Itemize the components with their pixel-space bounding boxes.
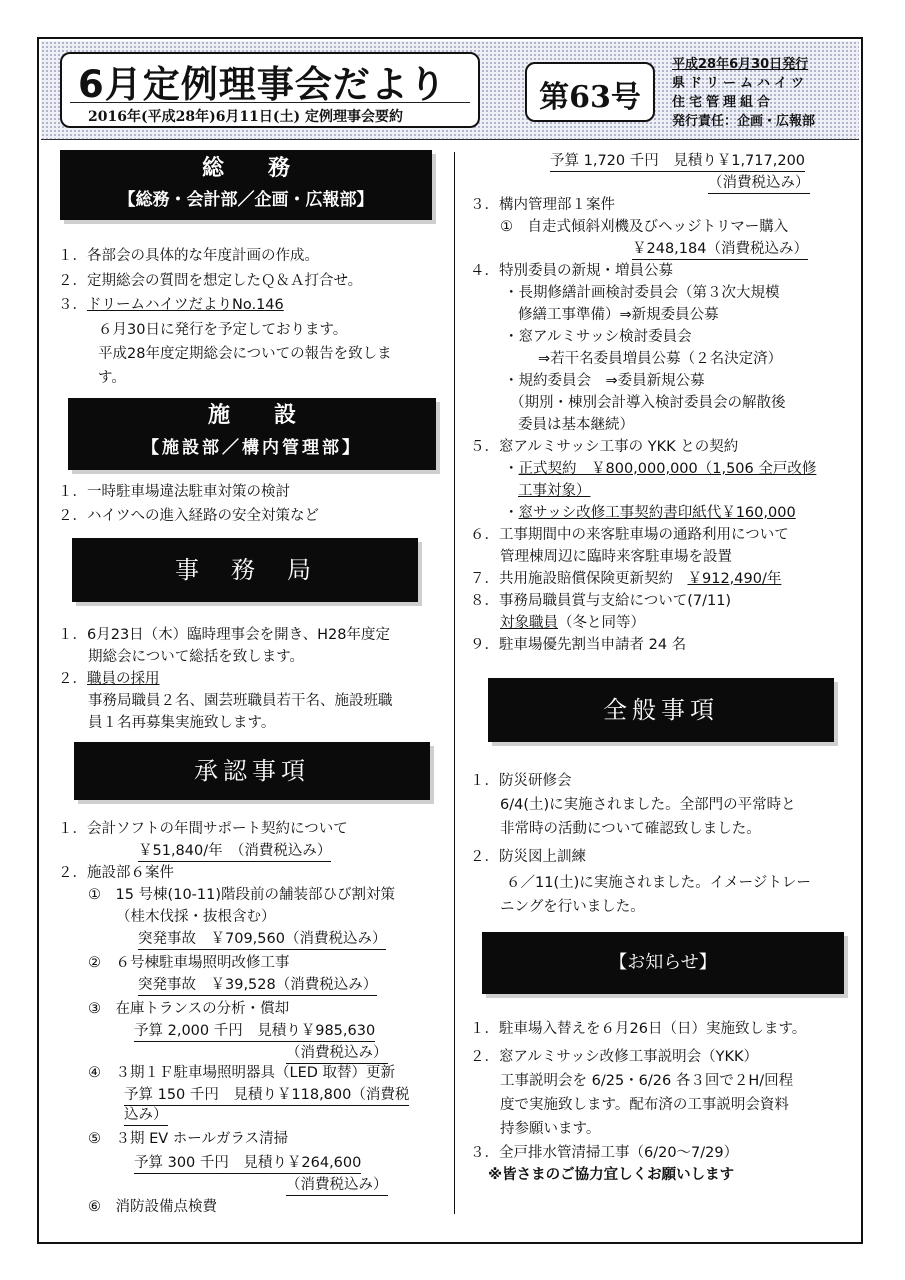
list-item: ６．工事期間中の来客駐車場の通路利用について	[470, 527, 789, 543]
list-item: ① 15 号棟(10-11)階段前の舗装部ひび割対策	[88, 887, 396, 903]
list-item: 6/4(土)に実施されました。全部門の平常時と	[500, 797, 796, 813]
list-item: ２．施設部６案件	[58, 865, 174, 881]
list-item: １．6月23日（木）臨時理事会を開き、H28年度定	[58, 627, 390, 643]
list-item: ２．窓アルミサッシ改修工事説明会（YKK）	[470, 1049, 759, 1065]
list-item	[134, 1152, 361, 1174]
publish-date: 平成28年6月30日発行	[672, 57, 809, 72]
item-number: ３．	[58, 297, 87, 313]
list-item: （桂木伐採・抜根含む）	[116, 909, 276, 925]
list-item: １．会計ソフトの年間サポート契約について	[58, 821, 348, 837]
list-item: ３．構内管理部１案件	[470, 197, 615, 213]
list-item: す。	[98, 370, 126, 386]
target-staff: 対象職員	[500, 615, 558, 631]
editor-line: 発行責任：企画・広報部	[672, 114, 816, 129]
issue-number: 第63号	[539, 80, 641, 115]
list-item	[708, 172, 810, 194]
list-item	[124, 1104, 168, 1126]
list-item: １．各部会の具体的な年度計画の作成。	[58, 248, 319, 264]
list-item: ２．ハイツへの進入経路の安全対策など	[58, 508, 319, 524]
list-item	[632, 238, 808, 260]
org-name-1: 県ドリームハイツ	[672, 76, 809, 91]
amount: 突発事故 ￥709,560（消費税込み）	[138, 930, 386, 950]
list-item	[500, 612, 645, 634]
amount: ￥51,840/年 （消費税込み）	[138, 842, 331, 862]
list-item	[504, 458, 816, 480]
list-item	[58, 668, 160, 690]
shounin-banner	[74, 742, 430, 800]
item-text: ７．共用施設賠償保険更新契約	[470, 571, 688, 587]
item-number: ２．	[58, 671, 87, 687]
list-item: ニングを行いました。	[500, 899, 645, 915]
page-subtitle: 2016年(平成28年)6月11日(土) 定例理事会要約	[88, 109, 404, 125]
publisher-block	[672, 55, 847, 131]
jimukyoku-banner	[72, 538, 418, 602]
list-item	[58, 294, 284, 316]
soumu-heading: 総 務	[201, 156, 290, 181]
stamp-duty: 窓サッシ改修工事契約書印紙代￥160,000	[518, 505, 796, 521]
list-item: ４．特別委員の新規・増員公募	[470, 263, 673, 279]
item-text: （冬と同等）	[558, 615, 645, 631]
closing-note: ※皆さまのご協力宜しくお願いします	[488, 1167, 735, 1183]
list-item: １．一時駐車場違法駐車対策の検討	[58, 484, 290, 500]
list-item	[138, 974, 377, 996]
list-item: ２．定期総会の質問を想定したＱ＆Ａ打合せ。	[58, 273, 363, 289]
list-item: 工事説明会を 6/25・6/26 各３回で２H/回程	[500, 1073, 794, 1089]
list-item: 管理棟周辺に臨時来客駐車場を設置	[500, 549, 732, 565]
contract-amount: 正式契約 ￥800,000,000（1,506 全戸改修	[518, 461, 817, 477]
list-item: ・長期修繕計画検討委員会（第３次大規模	[504, 285, 780, 301]
list-item	[138, 928, 386, 950]
list-item	[504, 502, 796, 524]
list-item: ② ６号棟駐車場照明改修工事	[88, 955, 290, 971]
list-item: 非常時の活動について確認致しました。	[500, 821, 761, 837]
shisetsu-heading: 施 設	[207, 403, 296, 428]
list-item	[518, 480, 591, 502]
list-item: ８．事務局職員賞与支給について(7/11)	[470, 593, 732, 609]
amount: ￥248,184（消費税込み）	[632, 240, 808, 260]
amount: （消費税込み）	[708, 174, 810, 194]
amount: 予算 300 千円 見積り￥264,600	[134, 1154, 361, 1174]
list-item: ④ ３期１Ｆ駐車場照明器具（LED 取替）更新	[88, 1065, 396, 1081]
shisetsu-banner	[68, 398, 436, 470]
amount: 予算 2,000 千円 見積り￥985,630	[134, 1022, 375, 1042]
soumu-banner	[60, 150, 432, 220]
list-item: 事務局職員２名、園芸班職員若干名、施設班職	[88, 693, 393, 709]
zenpan-banner	[488, 678, 834, 742]
list-item: ③ 在庫トランスの分析・償却	[88, 1001, 290, 1017]
list-item	[286, 1174, 388, 1196]
title-rule	[70, 102, 470, 103]
bullet: ・	[504, 461, 519, 477]
jimukyoku-heading: 事 務 局	[175, 556, 315, 584]
bullet: ・	[504, 505, 519, 521]
list-item: ６月30日に発行を予定しております。	[98, 322, 348, 338]
list-item: ６／11(土)に実施されました。イメージトレー	[506, 875, 811, 891]
soumu-subheading: 【総務・会計部／企画・広報部】	[118, 190, 374, 210]
shounin-heading: 承認事項	[194, 757, 310, 785]
amount: 込み）	[124, 1106, 168, 1126]
list-item: ⑤ ３期 EV ホールガラス清掃	[88, 1131, 289, 1147]
list-item: １．駐車場入替えを６月26日（日）実施致します。	[470, 1021, 807, 1037]
contract-scope: 工事対象）	[518, 483, 591, 499]
list-item: ２．防災図上訓練	[470, 849, 586, 865]
newsletter-ref: ドリームハイツだよりNo.146	[87, 297, 284, 313]
list-item: ９．駐車場優先割当申請者 24 名	[470, 637, 687, 653]
list-item: 期総会について総括を致します。	[88, 649, 305, 665]
list-item	[550, 150, 805, 172]
shisetsu-subheading: 【施設部／構内管理部】	[142, 438, 362, 458]
list-item: 平成28年度定期総会についての報告を致しま	[98, 346, 392, 362]
amount: （消費税込み）	[286, 1044, 388, 1064]
list-item: 員１名再募集実施致します。	[88, 715, 276, 731]
page-title: 6月定例理事会だより	[78, 63, 447, 106]
list-item	[124, 1084, 409, 1106]
list-item	[138, 840, 331, 862]
oshirase-heading: 【お知らせ】	[609, 952, 717, 973]
amount: （消費税込み）	[286, 1176, 388, 1196]
list-item: ・窓アルミサッシ検討委員会	[504, 329, 692, 345]
list-item: （期別・棟別会計導入検討委員会の解散後	[510, 395, 786, 411]
list-item: ・規約委員会 ⇒委員新規公募	[504, 373, 705, 389]
insurance-amount: ￥912,490/年	[687, 571, 782, 587]
list-item: ① 自走式傾斜刈機及びヘッジトリマー購入	[500, 219, 789, 235]
amount: 予算 150 千円 見積り￥118,800（消費税	[124, 1086, 409, 1106]
list-item: ５．窓アルミサッシ工事の YKK との契約	[470, 439, 739, 455]
org-name-2: 住宅管理組合	[672, 95, 775, 110]
list-item: ⑥ 消防設備点検費	[88, 1199, 217, 1215]
list-item: ３．全戸排水管清掃工事（6/20〜7/29）	[470, 1145, 739, 1161]
column-divider	[454, 152, 455, 1214]
list-item	[286, 1042, 388, 1064]
list-item: １．防災研修会	[470, 773, 572, 789]
list-item: ⇒若干名委員増員公募（２名決定済）	[538, 351, 783, 367]
list-item: 度で実施致します。配布済の工事説明会資料	[500, 1097, 789, 1113]
amount: 予算 1,720 千円 見積り￥1,717,200	[550, 152, 805, 172]
amount: 突発事故 ￥39,528（消費税込み）	[138, 976, 377, 996]
oshirase-banner	[482, 932, 844, 994]
zenpan-heading: 全般事項	[603, 696, 719, 724]
staff-hiring: 職員の採用	[87, 671, 160, 687]
list-item	[134, 1020, 375, 1042]
list-item: 修繕工事準備）⇒新規委員公募	[518, 307, 719, 323]
list-item: 委員は基本継続）	[518, 417, 634, 433]
list-item: 持参願います。	[500, 1121, 601, 1137]
list-item	[470, 568, 781, 590]
